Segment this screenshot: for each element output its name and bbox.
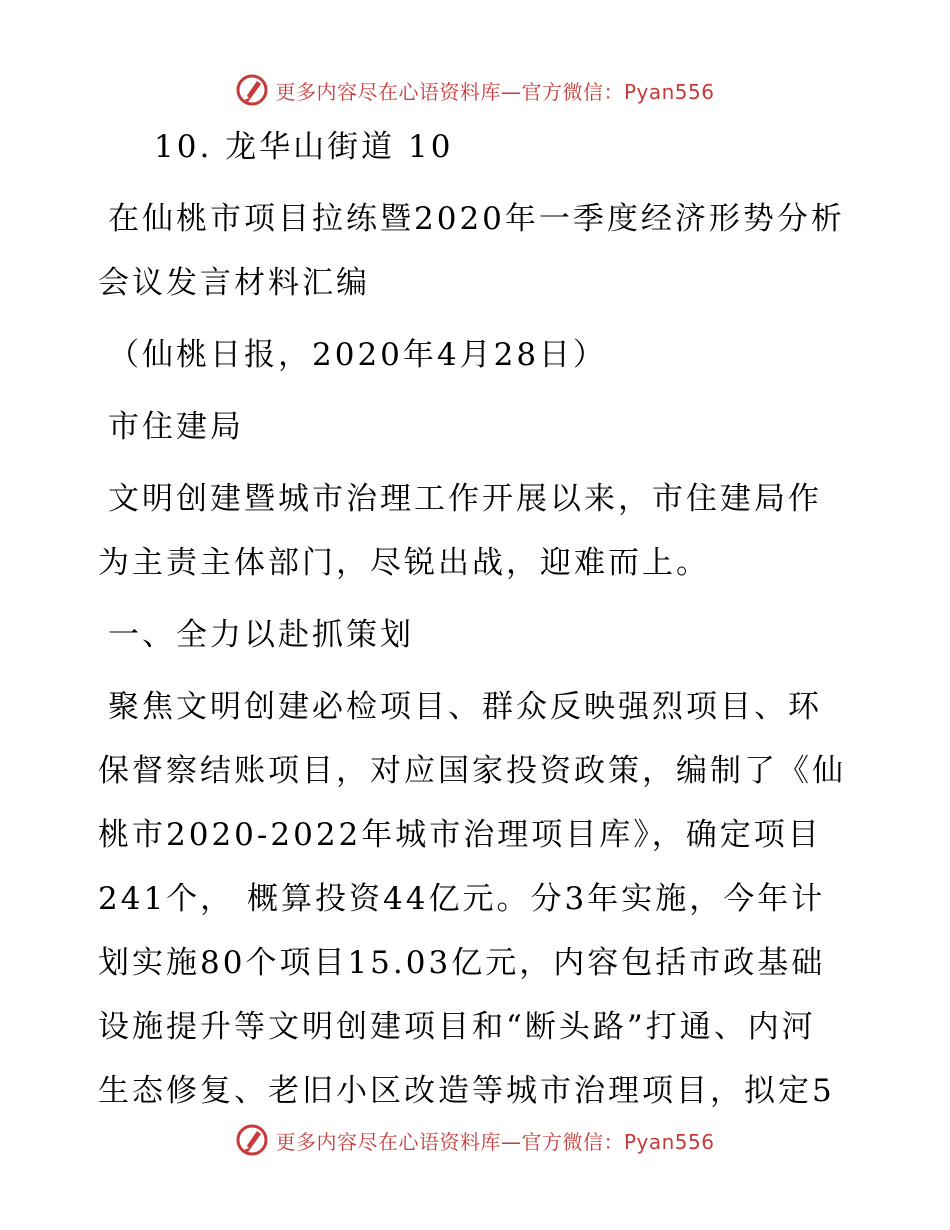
body-paragraph-line: 划实施80个项目15.03亿元，内容包括市政基础: [98, 945, 826, 981]
document-title-line-1: 在仙桃市项目拉练暨2020年一季度经济形势分析: [108, 201, 845, 237]
quill-pen-circle-icon: [235, 73, 269, 107]
body-paragraph-line: 设施提升等文明创建项目和“断头路”打通、内河: [98, 1009, 816, 1045]
body-paragraph-line: 241个， 概算投资44亿元。分3年实施，今年计: [98, 881, 826, 917]
body-paragraph-line: 聚焦文明创建必检项目、群众反映强烈项目、环: [108, 689, 822, 725]
watermark-text: 更多内容尽在心语资料库—官方微信：Pyan556: [275, 1129, 715, 1154]
quill-pen-circle-icon: [235, 1123, 269, 1157]
department-heading: 市住建局: [108, 409, 244, 445]
body-paragraph-line: 保督察结账项目，对应国家投资政策，编制了《仙: [98, 753, 846, 789]
document-body: [98, 122, 858, 1116]
document-title-line-2: 会议发言材料汇编: [98, 265, 370, 301]
toc-entry: 10. 龙华山街道 10: [154, 129, 454, 165]
section-heading: 一、全力以赴抓策划: [108, 617, 414, 653]
body-paragraph-line: 生态修复、老旧小区改造等城市治理项目，拟定5: [98, 1073, 835, 1109]
footer-watermark-banner: [0, 1120, 950, 1160]
body-paragraph-line: 桃市2020-2022年城市治理项目库》，确定项目: [98, 817, 822, 853]
watermark-text: 更多内容尽在心语资料库—官方微信：Pyan556: [275, 79, 715, 104]
header-watermark-banner: [0, 70, 950, 110]
intro-paragraph-line-2: 为主责主体部门，尽锐出战，迎难而上。: [98, 545, 710, 581]
source-line: （仙桃日报，2020年4月28日）: [108, 337, 608, 373]
intro-paragraph-line-1: 文明创建暨城市治理工作开展以来，市住建局作: [108, 481, 822, 517]
